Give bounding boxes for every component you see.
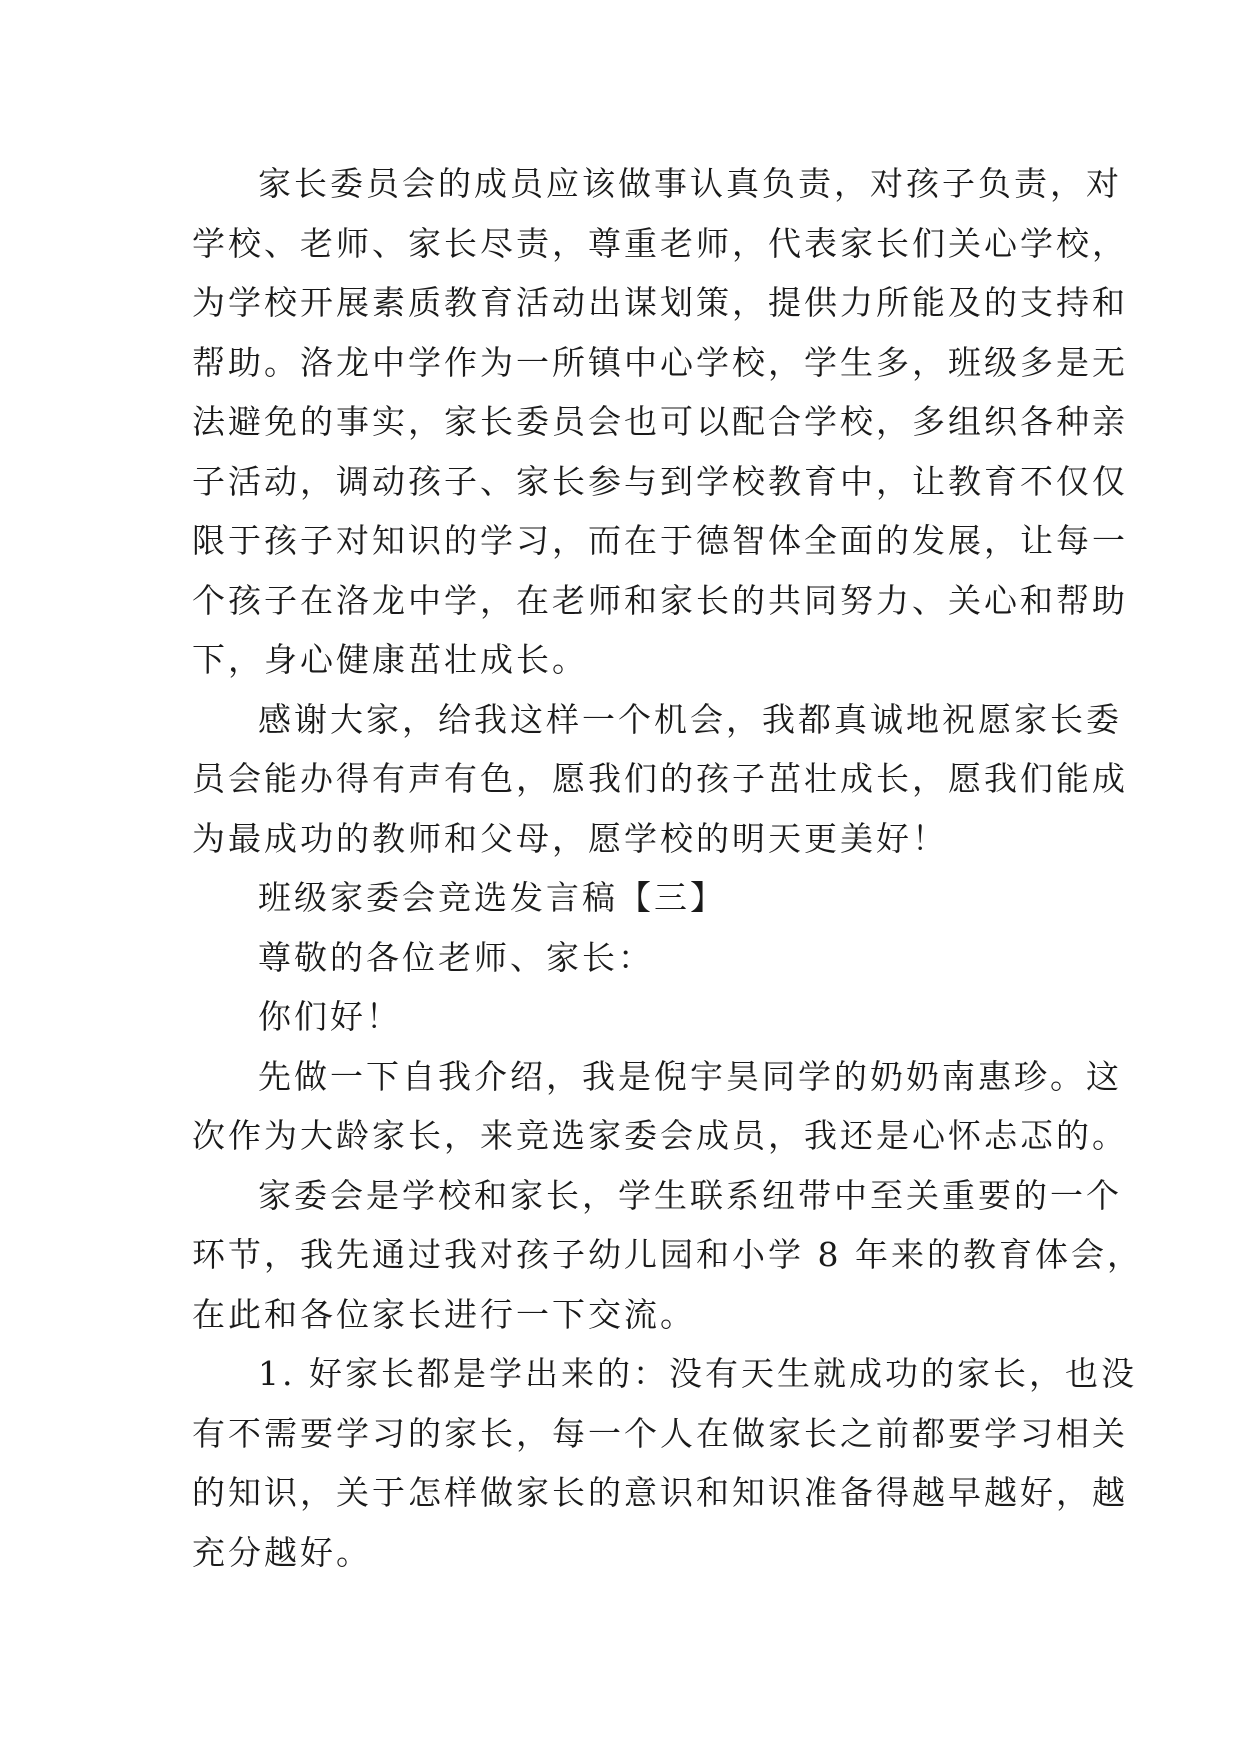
text-line: 充分越好。 (192, 1532, 372, 1572)
document-body (192, 154, 1143, 1582)
text-line: 家长委员会的成员应该做事认真负责，对孩子负责，对 (258, 164, 1122, 203)
text-line: 为最成功的教师和父母，愿学校的明天更美好！ (192, 818, 948, 858)
paragraph-p6 (192, 1047, 1128, 1166)
text-line: 有不需要学习的家长，每一个人在做家长之前都要学习相关 (192, 1413, 1128, 1453)
text-line: 为学校开展素质教育活动出谋划策，提供力所能及的支持和 (192, 283, 1128, 322)
text-line: 次作为大龄家长，来竞选家委会成员，我还是心怀忐忑的。 (192, 1116, 1128, 1155)
text-line: 的知识，关于怎样做家长的意识和知识准备得越早越好，越 (192, 1473, 1128, 1512)
paragraph-p1 (192, 154, 1128, 690)
text-line: 班级家委会竞选发言稿【三】 (258, 878, 726, 917)
paragraph-p2 (192, 690, 1128, 869)
paragraph-p7 (192, 1166, 1143, 1345)
text-line: 在此和各位家长进行一下交流。 (192, 1294, 696, 1334)
text-line: 法避免的事实，家长委员会也可以配合学校，多组织各种亲 (192, 402, 1128, 441)
text-line: 限于孩子对知识的学习，而在于德智体全面的发展，让每一 (192, 521, 1128, 560)
paragraph-p3 (192, 868, 1054, 928)
text-line: 个孩子在洛龙中学，在老师和家长的共同努力、关心和帮助 (192, 580, 1128, 620)
text-line: 感谢大家，给我这样一个机会，我都真诚地祝愿家长委 (258, 699, 1122, 739)
paragraph-p8 (192, 1344, 1137, 1582)
text-line: 先做一下自我介绍，我是倪宇昊同学的奶奶南惠珍。这 (258, 1056, 1122, 1096)
text-line: 学校、老师、家长尽责，尊重老师，代表家长们关心学校， (192, 223, 1128, 263)
text-line: 尊敬的各位老师、家长： (258, 937, 654, 977)
text-line: 帮助。洛龙中学作为一所镇中心学校，学生多，班级多是无 (192, 342, 1128, 382)
text-line: 员会能办得有声有色，愿我们的孩子茁壮成长，愿我们能成 (192, 759, 1128, 798)
text-line: 下，身心健康茁壮成长。 (192, 640, 588, 679)
paragraph-p5 (192, 987, 1054, 1047)
text-line: 1. 好家长都是学出来的：没有天生就成功的家长，也没 (258, 1354, 1137, 1393)
text-line: 子活动，调动孩子、家长参与到学校教育中，让教育不仅仅 (192, 461, 1128, 501)
text-line: 家委会是学校和家长，学生联系纽带中至关重要的一个 (258, 1175, 1122, 1215)
text-line: 环节，我先通过我对孩子幼儿园和小学 8 年来的教育体会， (192, 1235, 1143, 1274)
text-line: 你们好！ (258, 997, 402, 1036)
paragraph-p4 (192, 928, 1054, 988)
